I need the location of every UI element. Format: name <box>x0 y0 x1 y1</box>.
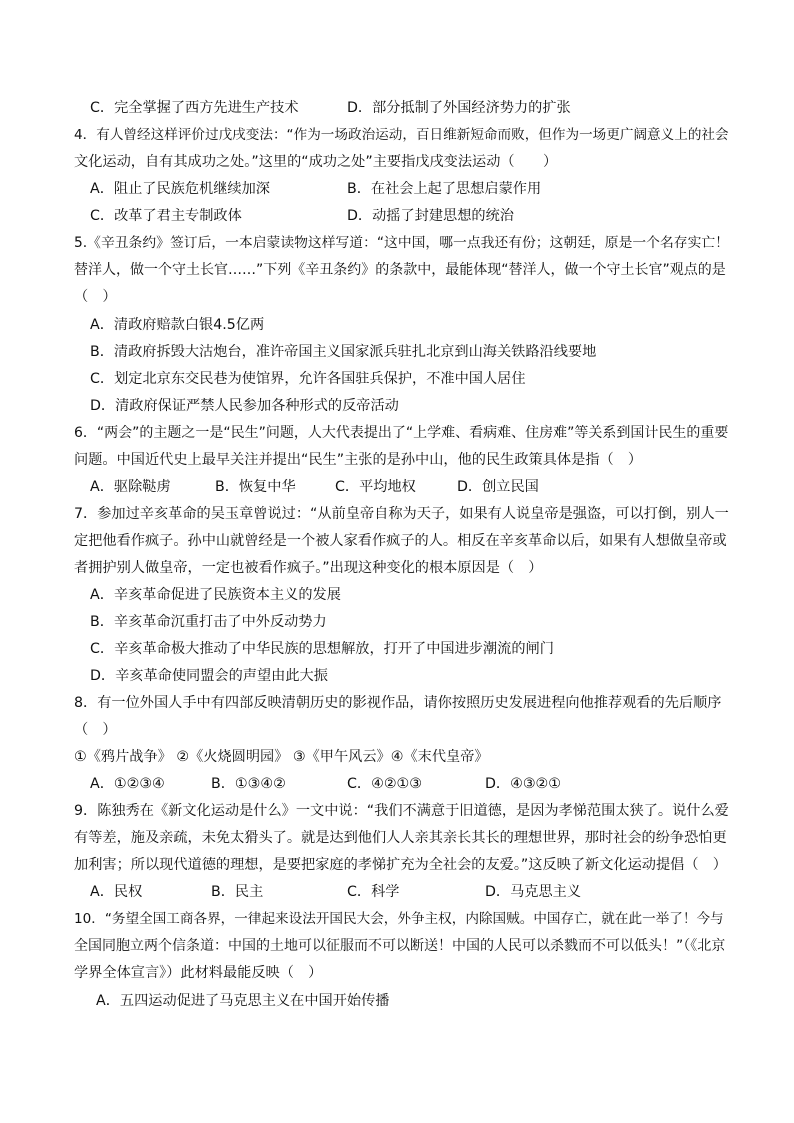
q7-option-d: D．辛亥革命使同盟会的声望由此大振 <box>90 668 328 684</box>
q9-option-a: A．民权 <box>90 884 143 900</box>
q9-option-d: D．马克思主义 <box>485 884 582 900</box>
q7-option-b: B．辛亥革命沉重打击了中外反动势力 <box>90 614 327 630</box>
q6-option-a: A．驱除鞑虏 <box>90 479 171 495</box>
q5-option-a: A．清政府赔款白银4.5亿两 <box>90 317 265 333</box>
q4-option-a: A．阻止了民族危机继续加深 <box>90 181 270 197</box>
q4-stem-line2: 文化运动，自有其成功之处。”这里的“成功之处”主要指戊戌变法运动（ ） <box>74 154 558 170</box>
q9-stem-line1: 9．陈独秀在《新文化运动是什么》一文中说：“我们不满意于旧道德，是因为孝悌范围太狭了。说什么爱 <box>74 803 729 819</box>
q8-option-c: C．④②①③ <box>347 776 422 792</box>
q8-option-b: B．①③④② <box>211 776 286 792</box>
q4-option-b: B．在社会上起了思想启蒙作用 <box>347 181 542 197</box>
q7-option-a: A．辛亥革命促进了民族资本主义的发展 <box>90 587 341 603</box>
q6-option-c: C．平均地权 <box>335 479 416 495</box>
q9-option-c: C．科学 <box>347 884 400 900</box>
q3-option-d: D．部分抵制了外国经济势力的扩张 <box>347 100 571 116</box>
q6-option-d: D．创立民国 <box>457 479 539 495</box>
q4-stem-line1: 4．有人曾经这样评价过戊戌变法：“作为一场政治运动，百日维新短命而败，但作为一场更广阔意义上的社会 <box>74 127 729 143</box>
q5-stem-line2: 替洋人，做一个守土长官……”下列《辛丑条约》的条款中，最能体现“替洋人，做一个守土长官”观点的是 <box>74 262 726 278</box>
q7-stem-line2: 定把他看作疯子。孙中山就曾经是一个被人家看作疯子的人。相反在辛亥革命以后，如果有人想做皇帝或 <box>74 533 727 549</box>
q4-option-d: D．动摇了封建思想的统治 <box>347 208 514 224</box>
q8-stem-line2: （ ） <box>74 722 117 738</box>
q9-stem-line3: 加利害；所以现代道德的理想，是要把家庭的孝悌扩充为全社会的友爱。”这反映了新文化运动提倡（ ） <box>74 857 727 873</box>
q7-option-c: C．辛亥革命极大推动了中华民族的思想解放，打开了中国进步潮流的闸门 <box>90 641 554 657</box>
q8-stem-line1: 8．有一位外国人手中有四部反映清朝历史的影视作品，请你按照历史发展进程向他推荐观看的先后顺序 <box>74 695 722 711</box>
q10-option-a: A．五四运动促进了马克思主义在中国开始传播 <box>96 993 390 1009</box>
q8-option-a: A．①②③④ <box>90 776 165 792</box>
q7-stem-line1: 7．参加过辛亥革命的吴玉章曾说过：“从前皇帝自称为天子，如果有人说皇帝是强盗，可以打倒，别人一 <box>74 506 729 522</box>
q9-option-b: B．民主 <box>211 884 264 900</box>
q6-option-b: B．恢复中华 <box>215 479 296 495</box>
q5-option-c: C．划定北京东交民巷为使馆界，允许各国驻兵保护，不准中国人居住 <box>90 371 526 387</box>
q3-option-c: C．完全掌握了西方先进生产技术 <box>90 100 299 116</box>
q10-stem-line1: 10．“务望全国工商各界，一律起来设法开国民大会，外争主权，内除国贼。中国存亡，就在此一举了！今与 <box>74 911 724 927</box>
q6-stem-line2: 问题。中国近代史上最早关注并提出“民生”主张的是孙中山，他的民生政策具体是指（ ） <box>74 452 643 468</box>
q7-stem-line3: 者拥护别人做皇帝，一定也被看作疯子。”出现这种变化的根本原因是（ ） <box>74 560 543 576</box>
q5-stem-line3: （ ） <box>74 289 117 305</box>
q5-option-b: B．清政府拆毁大沽炮台，准许帝国主义国家派兵驻扎北京到山海关铁路沿线要地 <box>90 344 597 360</box>
q5-option-d: D．清政府保证严禁人民参加各种形式的反帝活动 <box>90 398 399 414</box>
q9-stem-line2: 有等差，施及亲疏，未免太猾头了。就是达到他们人人亲其亲长其长的理想世界，那时社会的纷争恐怕更 <box>74 830 727 846</box>
q10-stem-line3: 学界全体宣言》）此材料最能反映（ ） <box>74 965 323 981</box>
q5-stem-line1: 5.《辛丑条约》签订后，一本启蒙读物这样写道：“这中国，哪一点我还有份；这朝廷，原是一个名存实亡！ <box>74 235 729 251</box>
q10-stem-line2: 全国同胞立两个信条道：中国的土地可以征服而不可以断送！中国的人民可以杀戮而不可以低头！”（《北京 <box>74 938 726 954</box>
q6-stem-line1: 6．“两会”的主题之一是“民生”问题，人大代表提出了“上学难、看病难、住房难”等关系到国计民生的重要 <box>74 425 729 441</box>
q8-option-d: D．④③②① <box>485 776 561 792</box>
q8-film-list: ①《鸦片战争》 ②《火烧圆明园》 ③《甲午风云》④《末代皇帝》 <box>74 749 489 765</box>
q4-option-c: C．改革了君主专制政体 <box>90 208 242 224</box>
